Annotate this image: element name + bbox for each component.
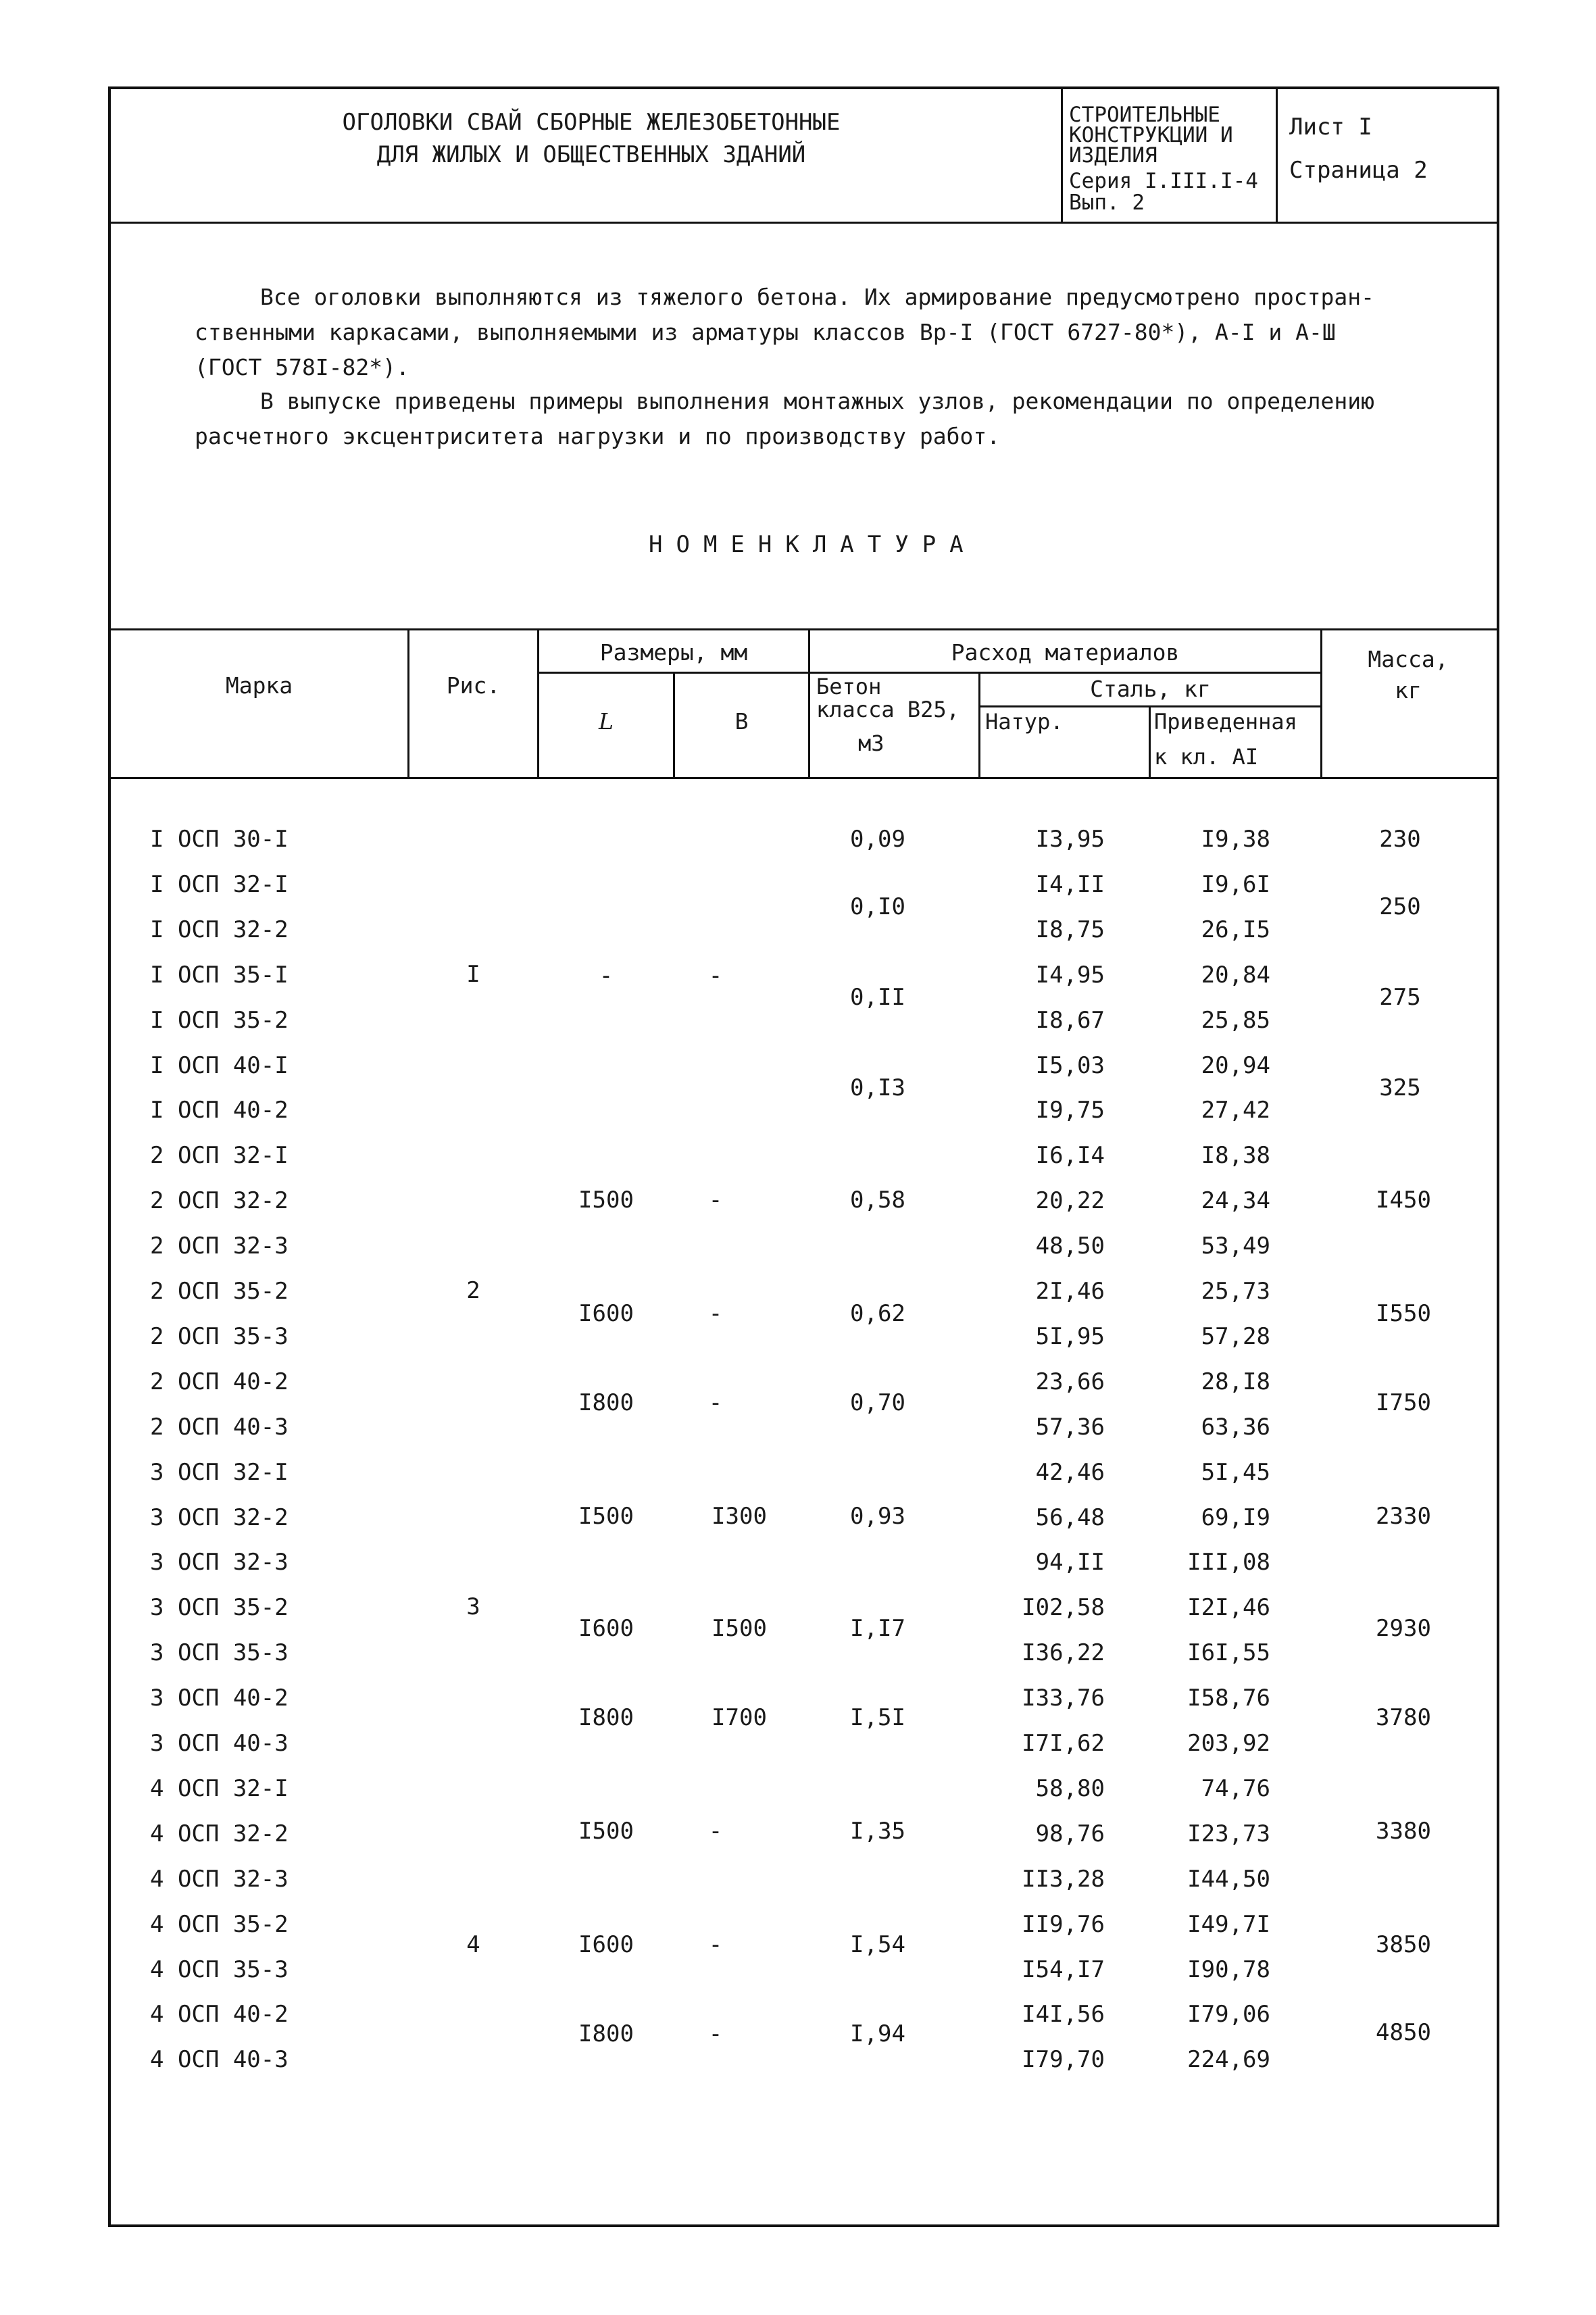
beton-group-10: I,5I — [850, 1704, 905, 1731]
row-natur: I36,22 — [1022, 1639, 1105, 1666]
header-beton-line-2: класса В25, — [816, 697, 959, 722]
row-marka: 2 ОСП 40-3 — [150, 1414, 289, 1441]
row-marka: I ОСП 40-I — [150, 1052, 289, 1079]
document-title-line-1: ОГОЛОВКИ СВАЙ СБОРНЫЕ ЖЕЛЕЗОБЕТОННЫЕ — [342, 109, 841, 136]
row-priv: 203,92 — [1187, 1730, 1270, 1757]
row-natur: I4I,56 — [1022, 2001, 1105, 2028]
row-marka: I ОСП 35-2 — [150, 1007, 289, 1034]
L-group-4: I800 — [578, 1389, 634, 1416]
intro-paragraph-1-line-2: ственными каркасами, выполняемыми из арматуры классов Вр-I (ГОСТ 6727-80*), А-I и А-Ш — [195, 319, 1336, 345]
row-marka: 2 ОСП 40-2 — [150, 1368, 289, 1395]
title-block-divider-2 — [1276, 86, 1278, 222]
series-stamp-line-1: СТРОИТЕЛЬНЫЕ — [1069, 103, 1220, 127]
header-beton-line-3: м3 — [858, 730, 884, 756]
row-priv: I90,78 — [1187, 1956, 1270, 1983]
L-group-7: I800 — [578, 1704, 634, 1731]
row-priv: 20,84 — [1201, 962, 1270, 989]
row-natur: 20,22 — [1035, 1187, 1105, 1214]
row-marka: 4 ОСП 40-3 — [150, 2046, 289, 2073]
row-natur: I3,95 — [1035, 826, 1105, 853]
row-priv: I58,76 — [1187, 1685, 1270, 1712]
row-marka: 3 ОСП 32-I — [150, 1459, 289, 1486]
massa-group-6: I550 — [1376, 1300, 1431, 1327]
title-block-divider-1 — [1061, 86, 1063, 222]
row-marka: 4 ОСП 32-I — [150, 1775, 289, 1802]
row-natur: 2I,46 — [1035, 1278, 1105, 1305]
row-priv: I79,06 — [1187, 2001, 1270, 2028]
nomenclature-heading: НОМЕНКЛАТУРА — [649, 531, 977, 558]
header-massa-line-2: кг — [1395, 677, 1422, 703]
header-sub-line-materials — [809, 672, 1322, 674]
header-sub-line-steel — [980, 705, 1322, 707]
row-natur: 42,46 — [1035, 1459, 1105, 1486]
row-priv: I49,7I — [1187, 1911, 1270, 1938]
row-marka: 3 ОСП 32-2 — [150, 1504, 289, 1531]
row-priv: I6I,55 — [1187, 1639, 1270, 1666]
row-natur: II9,76 — [1022, 1911, 1105, 1938]
row-marka: 2 ОСП 32-3 — [150, 1233, 289, 1260]
B-group-4: - — [708, 1389, 723, 1416]
B-group-3: - — [708, 1300, 723, 1327]
row-priv: 20,94 — [1201, 1052, 1270, 1079]
ris-group-4: 4 — [466, 1931, 480, 1958]
row-priv: I2I,46 — [1187, 1594, 1270, 1621]
row-priv: 224,69 — [1187, 2046, 1270, 2073]
beton-group-1: 0,09 — [850, 826, 905, 853]
row-marka: 4 ОСП 35-2 — [150, 1911, 289, 1938]
massa-group-5: I450 — [1376, 1187, 1431, 1214]
row-marka: 4 ОСП 32-2 — [150, 1820, 289, 1847]
row-priv: 63,36 — [1201, 1414, 1270, 1441]
massa-group-2: 250 — [1379, 893, 1421, 920]
row-marka: I ОСП 30-I — [150, 826, 289, 853]
row-natur: 57,36 — [1035, 1414, 1105, 1441]
massa-group-1: 230 — [1379, 826, 1421, 853]
L-group-2: I500 — [578, 1187, 634, 1214]
B-group-8: - — [708, 1818, 723, 1845]
beton-group-9: I,I7 — [850, 1615, 905, 1642]
massa-group-8: 2330 — [1376, 1503, 1431, 1530]
beton-group-8: 0,93 — [850, 1503, 905, 1530]
row-natur: 58,80 — [1035, 1775, 1105, 1802]
header-sizes: Размеры, мм — [599, 639, 748, 666]
col-divider-natur-priv — [1149, 705, 1151, 777]
row-priv: 53,49 — [1201, 1233, 1270, 1260]
beton-group-7: 0,70 — [850, 1389, 905, 1416]
row-priv: I9,6I — [1201, 871, 1270, 898]
L-group-5: I500 — [578, 1503, 634, 1530]
beton-group-4: 0,I3 — [850, 1074, 905, 1101]
B-group-1: - — [708, 962, 723, 989]
series-stamp-line-4: Серия I.III.I-4 — [1069, 169, 1258, 193]
row-marka: 3 ОСП 35-2 — [150, 1594, 289, 1621]
beton-group-6: 0,62 — [850, 1300, 905, 1327]
series-stamp-line-2: КОНСТРУКЦИИ И — [1069, 123, 1233, 147]
ris-group-2: 2 — [466, 1277, 480, 1304]
row-priv: 57,28 — [1201, 1323, 1270, 1350]
ris-group-1: I — [466, 961, 480, 988]
beton-group-5: 0,58 — [850, 1187, 905, 1214]
massa-group-9: 2930 — [1376, 1615, 1431, 1642]
row-natur: I8,67 — [1035, 1007, 1105, 1034]
row-marka: 4 ОСП 35-3 — [150, 1956, 289, 1983]
row-marka: I ОСП 32-2 — [150, 916, 289, 943]
row-priv: I23,73 — [1187, 1820, 1270, 1847]
beton-group-12: I,54 — [850, 1931, 905, 1958]
row-priv: I8,38 — [1201, 1142, 1270, 1169]
row-natur: I54,I7 — [1022, 1956, 1105, 1983]
row-marka: I ОСП 32-I — [150, 871, 289, 898]
B-group-10: - — [708, 2020, 723, 2047]
row-natur: 94,II — [1035, 1549, 1105, 1576]
L-group-3: I600 — [578, 1300, 634, 1327]
row-priv: 24,34 — [1201, 1187, 1270, 1214]
row-priv: 25,85 — [1201, 1007, 1270, 1034]
row-marka: 4 ОСП 32-3 — [150, 1866, 289, 1893]
row-priv: I44,50 — [1187, 1866, 1270, 1893]
row-marka: 3 ОСП 40-2 — [150, 1685, 289, 1712]
document-title-line-2: ДЛЯ ЖИЛЫХ И ОБЩЕСТВЕННЫХ ЗДАНИЙ — [376, 141, 806, 168]
row-natur: I79,70 — [1022, 2046, 1105, 2073]
row-priv: 25,73 — [1201, 1278, 1270, 1305]
series-stamp-line-5: Вып. 2 — [1069, 191, 1145, 215]
table-header-bottom-border — [108, 777, 1497, 779]
row-marka: 2 ОСП 32-I — [150, 1142, 289, 1169]
header-steel: Сталь, кг — [1090, 676, 1211, 702]
row-natur: 98,76 — [1035, 1820, 1105, 1847]
intro-paragraph-2-line-2: расчетного эксцентриситета нагрузки и по производству работ. — [195, 423, 1001, 449]
massa-group-12: 3850 — [1376, 1931, 1431, 1958]
beton-group-13: I,94 — [850, 2020, 905, 2047]
beton-group-2: 0,I0 — [850, 893, 905, 920]
row-marka: 3 ОСП 32-3 — [150, 1549, 289, 1576]
table-top-border — [108, 628, 1497, 630]
row-priv: 74,76 — [1201, 1775, 1270, 1802]
header-ris: Рис. — [446, 672, 501, 699]
row-marka: 2 ОСП 32-2 — [150, 1187, 289, 1214]
row-natur: 56,48 — [1035, 1504, 1105, 1531]
row-natur: I4,95 — [1035, 962, 1105, 989]
L-group-10: I800 — [578, 2020, 634, 2047]
row-marka: 2 ОСП 35-2 — [150, 1278, 289, 1305]
row-natur: I02,58 — [1022, 1594, 1105, 1621]
sheet-number: Лист I — [1289, 114, 1372, 141]
header-priv-line-1: Приведенная — [1154, 709, 1297, 735]
intro-paragraph-1-line-1: Все оголовки выполняются из тяжелого бетона. Их армирование предусмотрено простран- — [260, 284, 1375, 310]
row-natur: I5,03 — [1035, 1052, 1105, 1079]
B-group-7: I700 — [712, 1704, 767, 1731]
header-priv-line-2: к кл. АI — [1154, 744, 1259, 770]
B-group-9: - — [708, 1931, 723, 1958]
row-marka: 3 ОСП 35-3 — [150, 1639, 289, 1666]
massa-group-4: 325 — [1379, 1074, 1421, 1101]
B-group-5: I300 — [712, 1503, 767, 1530]
L-group-8: I500 — [578, 1818, 634, 1845]
header-materials: Расход материалов — [951, 639, 1180, 666]
row-priv: III,08 — [1187, 1549, 1270, 1576]
row-priv: 5I,45 — [1201, 1459, 1270, 1486]
massa-group-7: I750 — [1376, 1389, 1431, 1416]
row-natur: I6,I4 — [1035, 1142, 1105, 1169]
massa-group-10: 3780 — [1376, 1704, 1431, 1731]
row-priv: I9,38 — [1201, 826, 1270, 853]
L-group-6: I600 — [578, 1615, 634, 1642]
header-L: L — [599, 708, 614, 735]
row-priv: 27,42 — [1201, 1097, 1270, 1124]
B-group-6: I500 — [712, 1615, 767, 1642]
row-marka: 2 ОСП 35-3 — [150, 1323, 289, 1350]
header-marka: Марка — [225, 672, 293, 699]
title-block-bottom-border — [108, 222, 1497, 224]
row-priv: 69,I9 — [1201, 1504, 1270, 1531]
row-marka: 3 ОСП 40-3 — [150, 1730, 289, 1757]
ris-group-3: 3 — [466, 1593, 480, 1620]
intro-paragraph-2-line-1: В выпуске приведены примеры выполнения монтажных узлов, рекомендации по определению — [260, 388, 1375, 414]
L-group-9: I600 — [578, 1931, 634, 1958]
row-natur: I33,76 — [1022, 1685, 1105, 1712]
row-natur: I4,II — [1035, 871, 1105, 898]
B-group-2: - — [708, 1187, 723, 1214]
row-natur: 5I,95 — [1035, 1323, 1105, 1350]
row-marka: 4 ОСП 40-2 — [150, 2001, 289, 2028]
row-natur: I9,75 — [1035, 1097, 1105, 1124]
header-beton-line-1: Бетон — [816, 674, 882, 699]
row-natur: I8,75 — [1035, 916, 1105, 943]
row-natur: I7I,62 — [1022, 1730, 1105, 1757]
header-natur: Натур. — [985, 709, 1064, 735]
series-stamp-line-3: ИЗДЕЛИЯ — [1069, 143, 1157, 168]
page-number: Страница 2 — [1289, 157, 1428, 184]
intro-paragraph-1-line-3: (ГОСТ 578I-82*). — [195, 354, 409, 380]
L-group-1: - — [599, 962, 614, 989]
massa-group-13: 4850 — [1376, 2019, 1431, 2046]
row-natur: 48,50 — [1035, 1233, 1105, 1260]
row-marka: I ОСП 35-I — [150, 962, 289, 989]
massa-group-11: 3380 — [1376, 1818, 1431, 1845]
row-marka: I ОСП 40-2 — [150, 1097, 289, 1124]
header-B: В — [734, 708, 749, 735]
row-natur: 23,66 — [1035, 1368, 1105, 1395]
header-massa-line-1: Масса, — [1368, 646, 1449, 672]
row-natur: II3,28 — [1022, 1866, 1105, 1893]
row-priv: 26,I5 — [1201, 916, 1270, 943]
massa-group-3: 275 — [1379, 984, 1421, 1011]
row-priv: 28,I8 — [1201, 1368, 1270, 1395]
beton-group-3: 0,II — [850, 984, 905, 1011]
col-divider-marka-ris — [407, 628, 409, 777]
beton-group-11: I,35 — [850, 1818, 905, 1845]
